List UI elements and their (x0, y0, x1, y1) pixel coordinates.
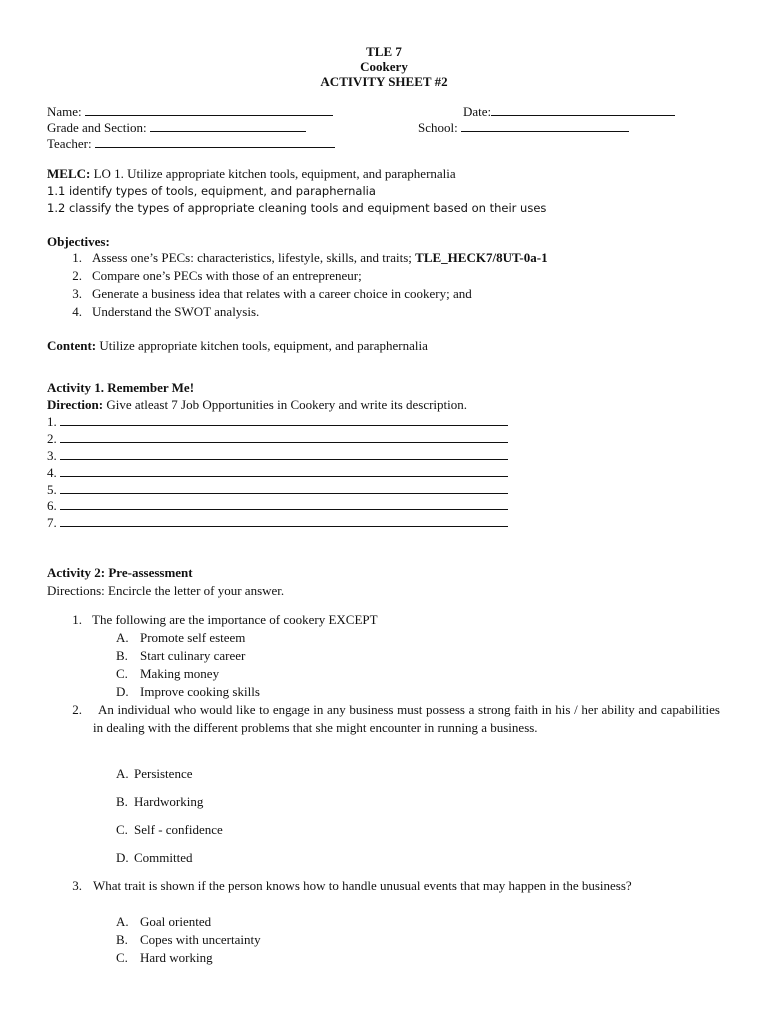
option-item[interactable]: A. Promote self esteem (116, 630, 246, 645)
name-label: Name: (47, 104, 82, 119)
teacher-label: Teacher: (47, 136, 92, 151)
question-2-text: An individual who would like to engage in any business must possess a strong faith in his / her ability and capabilities in dealing with the different problems that she might encounter in running a business. (93, 702, 720, 735)
name-field[interactable] (47, 104, 333, 120)
school-blank[interactable] (461, 120, 629, 132)
option-item[interactable]: B. Start culinary career (116, 648, 246, 663)
school-label: School: (418, 120, 458, 135)
answer-line[interactable]: 4. (47, 465, 508, 481)
option-item[interactable]: D. Committed (116, 850, 193, 865)
content-text: Utilize appropriate kitchen tools, equipment, and paraphernalia (99, 338, 428, 353)
answer-line[interactable]: 5. (47, 482, 508, 498)
objective-item: 1. Assess one’s PECs: characteristics, lifestyle, skills, and traits; TLE_HECK7/8UT-0a-1 (72, 250, 548, 265)
option-item[interactable]: B. Copes with uncertainty (116, 932, 261, 947)
teacher-blank[interactable] (95, 136, 335, 148)
objectives-label: Objectives: (47, 234, 110, 249)
objective-item: 3. Generate a business idea that relates with a career choice in cookery; and (72, 286, 472, 301)
objective-item: 2. Compare one’s PECs with those of an entrepreneur; (72, 268, 362, 283)
doc-sheet-title: ACTIVITY SHEET #2 (320, 74, 448, 89)
option-item[interactable]: C. Hard working (116, 950, 213, 965)
grade-blank[interactable] (150, 120, 306, 132)
activity1-direction (47, 397, 467, 413)
doc-subject: Cookery (360, 59, 408, 74)
option-item[interactable]: A. Goal oriented (116, 914, 212, 929)
doc-title: TLE 7 (366, 44, 402, 59)
option-item[interactable]: B. Hardworking (116, 794, 204, 809)
answer-line[interactable]: 7. (47, 515, 508, 531)
date-field[interactable] (463, 104, 675, 120)
melc-sub1: 1.1 identify types of tools, equipment, and paraphernalia (47, 184, 376, 198)
option-item[interactable]: A. Persistence (116, 766, 193, 781)
question-3-number: 3. (72, 878, 82, 893)
activity2-directions: Directions: Encircle the letter of your answer. (47, 583, 285, 598)
answer-line[interactable]: 2. (47, 431, 508, 447)
grade-field[interactable] (47, 120, 306, 136)
question-3-text: What trait is shown if the person knows how to handle unusual events that may happen in the business? (93, 878, 632, 893)
activity2-title: Activity 2: Pre-assessment (47, 565, 193, 580)
melc-label: MELC: (47, 166, 91, 181)
option-item[interactable]: C. Making money (116, 666, 220, 681)
melc-text: LO 1. Utilize appropriate kitchen tools, equipment, and paraphernalia (93, 166, 456, 181)
activity1-title: Activity 1. Remember Me! (47, 380, 195, 395)
option-item[interactable]: D. Improve cooking skills (116, 684, 260, 699)
objective-item: 4. Understand the SWOT analysis. (72, 304, 260, 319)
objective-code: TLE_HECK7/8UT-0a-1 (415, 250, 548, 265)
content-line (47, 338, 428, 354)
content-label: Content: (47, 338, 97, 353)
answer-line[interactable]: 6. (47, 498, 508, 514)
date-label: Date: (463, 104, 492, 119)
question-1: 1. The following are the importance of cookery EXCEPT (72, 612, 378, 627)
name-blank[interactable] (85, 104, 333, 116)
answer-line[interactable]: 1. (47, 414, 508, 430)
melc-sub2: 1.2 classify the types of appropriate cleaning tools and equipment based on their uses (47, 201, 547, 215)
school-field[interactable] (418, 120, 629, 136)
option-item[interactable]: C. Self - confidence (116, 822, 223, 837)
answer-line[interactable]: 3. (47, 448, 508, 464)
grade-label: Grade and Section: (47, 120, 147, 135)
melc-line (47, 166, 456, 182)
date-blank[interactable] (491, 104, 675, 116)
direction-label: Direction: (47, 397, 104, 412)
question-2-number: 2. (72, 702, 82, 717)
teacher-field[interactable] (47, 136, 335, 152)
direction-text: Give atleast 7 Job Opportunities in Cookery and write its description. (106, 397, 468, 412)
